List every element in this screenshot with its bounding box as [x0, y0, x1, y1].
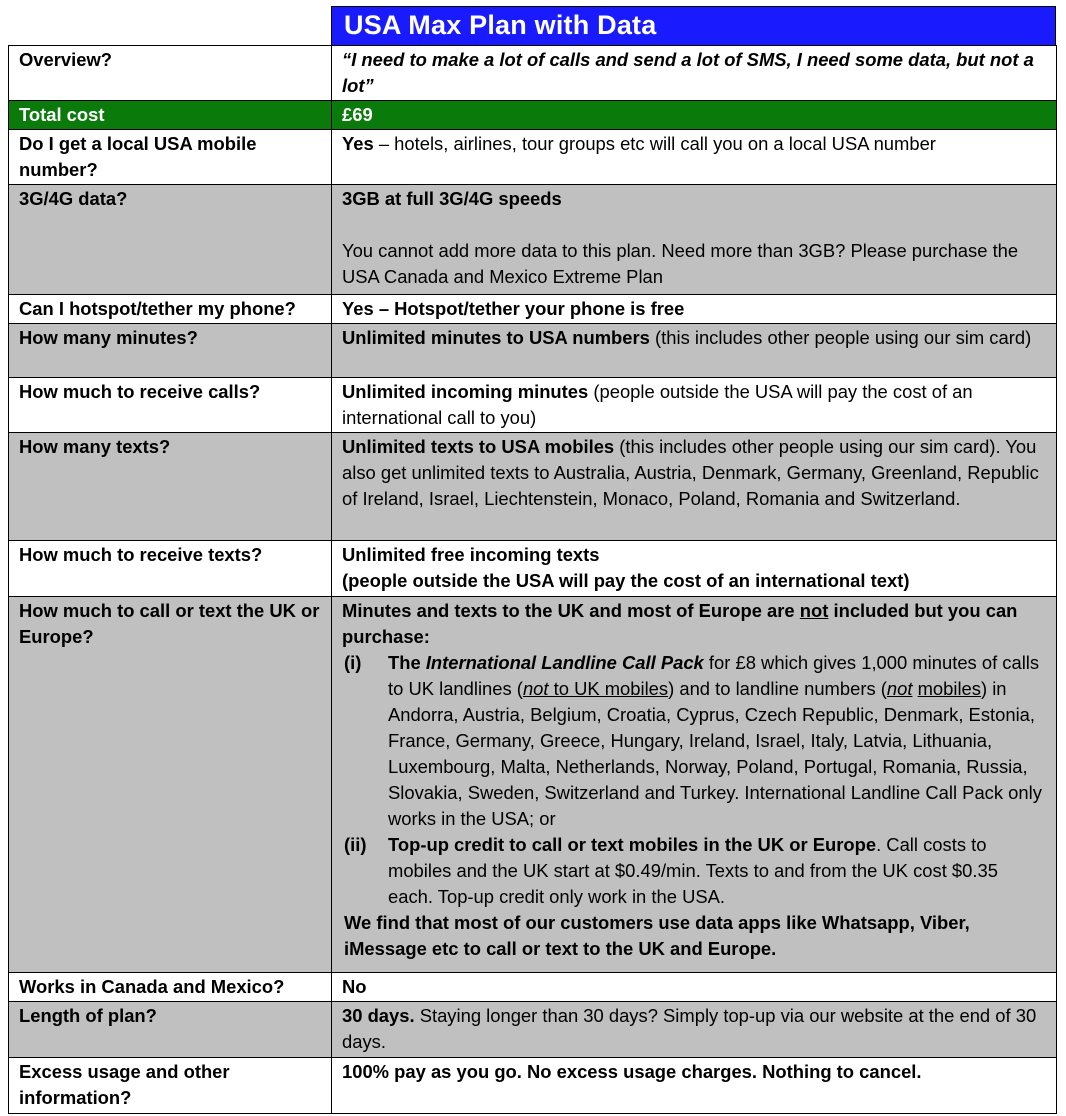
option-2-text: Top-up credit to call or text mobiles in the UK or Europe. Call costs to mobiles and the UK start at $0.49/min. Texts to and from the UK cost $0.35 each. Top-up credit only work in the USA.	[388, 834, 998, 907]
row-minutes	[9, 324, 1057, 378]
option-call-pack	[342, 650, 1046, 832]
uk-europe-label: How much to call or text the UK or Europe?	[9, 597, 332, 973]
uk-europe-closing: We find that most of our customers use data apps like Whatsapp, Viber, iMessage etc to call or text to the UK and Europe.	[344, 912, 970, 959]
row-uk-europe	[9, 597, 1057, 973]
data-label: 3G/4G data?	[9, 185, 332, 295]
length-rest: Staying longer than 30 days? Simply top-up via our website at the end of 30 days.	[342, 1005, 1037, 1052]
plan-table	[8, 45, 1057, 1114]
plan-title: USA Max Plan with Data	[344, 10, 657, 40]
receive-texts-line1: Unlimited free incoming texts	[342, 544, 600, 565]
canada-mexico-label: Works in Canada and Mexico?	[9, 973, 332, 1002]
row-length	[9, 1002, 1057, 1058]
data-note: You cannot add more data to this plan. Need more than 3GB? Please purchase the USA Canada and Mexico Extreme Plan	[342, 240, 1019, 287]
row-local-number	[9, 130, 1057, 185]
overview-label: Overview?	[9, 46, 332, 101]
row-excess	[9, 1058, 1057, 1114]
minutes-rest: (this includes other people using our sim card)	[649, 327, 1032, 348]
uk-europe-intro: Minutes and texts to the UK and most of Europe are not included but you can purchase:	[342, 600, 1018, 647]
length-label: Length of plan?	[9, 1002, 332, 1058]
receive-calls-value	[332, 378, 1057, 433]
uk-europe-value	[332, 597, 1057, 973]
overview-quote: “I need to make a lot of calls and send a lot of SMS, I need some data, but not a lot”	[342, 49, 1034, 96]
receive-calls-bold: Unlimited incoming minutes	[342, 381, 589, 402]
receive-calls-label: How much to receive calls?	[9, 378, 332, 433]
option-2-number: (ii)	[344, 834, 367, 855]
minutes-label: How many minutes?	[9, 324, 332, 378]
option-1-number: (i)	[344, 652, 362, 673]
texts-value	[332, 433, 1057, 541]
local-number-bold: Yes	[342, 133, 374, 154]
plan-header	[331, 6, 1056, 46]
canada-mexico-value: No	[332, 973, 1057, 1002]
excess-label: Excess usage and other information?	[9, 1058, 332, 1114]
row-data	[9, 185, 1057, 295]
local-number-value	[332, 130, 1057, 185]
length-bold: 30 days.	[342, 1005, 415, 1026]
row-receive-texts	[9, 541, 1057, 597]
texts-bold: Unlimited texts to USA mobiles	[342, 436, 615, 457]
overview-value	[332, 46, 1057, 101]
row-total-cost	[9, 101, 1057, 130]
row-canada-mexico	[9, 973, 1057, 1002]
minutes-value	[332, 324, 1057, 378]
row-overview	[9, 46, 1057, 101]
option-1-text: The International Landline Call Pack for £8 which gives 1,000 minutes of calls to UK landlines (not to UK mobiles) and to landline numbers (not mobiles) in Andorra, Austria, Belgium, Croatia, Cyprus, Czech Republic, Denmark, Estonia, France, Germany, Greece, Hungary, Ireland, Israel, Italy, Latvia, Lithuania, Luxembourg, Malta, Netherlands, Norway, Poland, Portugal, Romania, Russia, Slovakia, Sweden, Switzerland and Turkey. International Landline Call Pack only works in the USA; or	[388, 652, 1042, 829]
excess-value: 100% pay as you go. No excess usage charges. Nothing to cancel.	[332, 1058, 1057, 1114]
local-number-label: Do I get a local USA mobile number?	[9, 130, 332, 185]
texts-label: How many texts?	[9, 433, 332, 541]
total-cost-value: £69	[332, 101, 1057, 130]
hotspot-label: Can I hotspot/tether my phone?	[9, 295, 332, 324]
option-top-up	[342, 832, 1046, 910]
row-hotspot	[9, 295, 1057, 324]
data-value	[332, 185, 1057, 295]
receive-texts-line2: (people outside the USA will pay the cost of an international text)	[342, 570, 910, 591]
data-allowance: 3GB at full 3G/4G speeds	[342, 188, 562, 209]
hotspot-value: Yes – Hotspot/tether your phone is free	[332, 295, 1057, 324]
receive-texts-value	[332, 541, 1057, 597]
length-value	[332, 1002, 1057, 1058]
receive-texts-label: How much to receive texts?	[9, 541, 332, 597]
texts-rest: (this includes other people using our sim card). You also get unlimited texts to Australia, Austria, Denmark, Germany, Greenland, Republic of Ireland, Israel, Liechtenstein, Monaco, Poland, Romania and Switzerland.	[342, 436, 1039, 509]
receive-calls-rest: (people outside the USA will pay the cost of an international call to you)	[342, 381, 973, 428]
row-receive-calls	[9, 378, 1057, 433]
row-texts	[9, 433, 1057, 541]
local-number-rest: – hotels, airlines, tour groups etc will call you on a local USA number	[373, 133, 936, 154]
minutes-bold: Unlimited minutes to USA numbers	[342, 327, 650, 348]
total-cost-label: Total cost	[9, 101, 332, 130]
